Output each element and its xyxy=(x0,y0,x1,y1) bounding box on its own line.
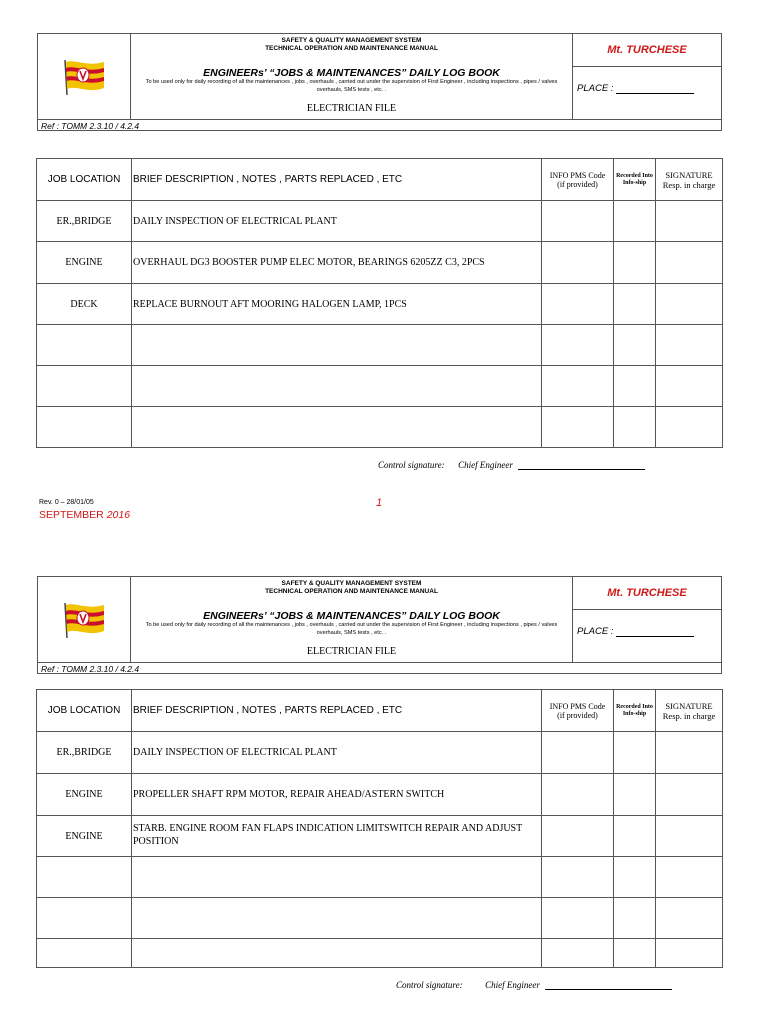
company-flag-logo xyxy=(62,601,106,639)
log-header xyxy=(37,576,722,674)
table-row xyxy=(37,857,723,898)
row-signature[interactable] xyxy=(656,242,723,284)
row-signature[interactable] xyxy=(656,774,723,816)
page-number: 1 xyxy=(376,497,383,509)
row-description xyxy=(132,939,542,968)
row-signature[interactable] xyxy=(656,857,723,898)
row-recorded[interactable] xyxy=(614,407,656,448)
row-recorded[interactable] xyxy=(614,857,656,898)
vessel-cell xyxy=(573,34,721,119)
chief-engineer-signature-blank[interactable] xyxy=(545,982,672,990)
control-signature-line xyxy=(378,460,645,470)
row-info-pms[interactable] xyxy=(542,325,614,366)
row-info-pms[interactable] xyxy=(542,857,614,898)
row-location: ENGINE xyxy=(37,816,132,857)
row-signature[interactable] xyxy=(656,816,723,857)
control-signature-label: Control signature: xyxy=(396,980,463,990)
row-signature[interactable] xyxy=(656,898,723,939)
row-description xyxy=(132,325,542,366)
table-row xyxy=(37,366,723,407)
row-signature[interactable] xyxy=(656,407,723,448)
col-recorded: Recorded Into Info-ship xyxy=(614,159,656,201)
book-title: ENGINEERs’ “JOBS & MAINTENANCES” DAILY LOG BOOK xyxy=(203,610,500,622)
log-header xyxy=(37,33,722,131)
chief-engineer-signature-blank[interactable] xyxy=(518,462,645,470)
row-info-pms[interactable] xyxy=(542,407,614,448)
row-location xyxy=(37,898,132,939)
row-location xyxy=(37,407,132,448)
reference-row: Ref : TOMM 2.3.10 / 4.2.4 xyxy=(38,119,721,130)
table-row xyxy=(37,732,723,774)
manual-title: TECHNICAL OPERATION AND MAINTENANCE MANUAL xyxy=(265,588,438,595)
manual-title: TECHNICAL OPERATION AND MAINTENANCE MANUAL xyxy=(265,45,438,52)
system-title: SAFETY & QUALITY MANAGEMENT SYSTEM xyxy=(281,37,422,44)
usage-note: To be used only for daily recording of all the maintenances , jobs , overhauls , carried out under the supervision of First Engineer , including inspections , pipes / valves overhauls, SMS tests , etc. . xyxy=(145,79,558,93)
control-signature-label: Control signature: xyxy=(378,460,445,470)
row-description xyxy=(132,857,542,898)
control-signature-line xyxy=(396,980,672,990)
chief-engineer-label: Chief Engineer xyxy=(458,460,513,470)
row-description: OVERHAUL DG3 BOOSTER PUMP ELEC MOTOR, BEARINGS 6205ZZ C3, 2PCS xyxy=(132,242,542,284)
reference-row: Ref : TOMM 2.3.10 / 4.2.4 xyxy=(38,662,721,673)
table-row xyxy=(37,939,723,968)
row-description: DAILY INSPECTION OF ELECTRICAL PLANT xyxy=(132,732,542,774)
row-info-pms[interactable] xyxy=(542,816,614,857)
chief-engineer-label: Chief Engineer xyxy=(485,980,540,990)
file-label: ELECTRICIAN FILE xyxy=(306,646,397,657)
place-label: PLACE : xyxy=(577,83,614,94)
place-blank xyxy=(616,85,694,94)
col-description: BRIEF DESCRIPTION , NOTES , PARTS REPLACED , ETC xyxy=(132,690,542,732)
table-row xyxy=(37,284,723,325)
job-log-table xyxy=(36,689,723,968)
title-cell xyxy=(131,577,573,662)
row-info-pms[interactable] xyxy=(542,774,614,816)
row-recorded[interactable] xyxy=(614,325,656,366)
row-recorded[interactable] xyxy=(614,898,656,939)
row-location: DECK xyxy=(37,284,132,325)
row-signature[interactable] xyxy=(656,201,723,242)
table-row xyxy=(37,898,723,939)
place-field xyxy=(573,67,721,94)
row-location: ENGINE xyxy=(37,774,132,816)
row-location: ER.,BRIDGE xyxy=(37,201,132,242)
row-recorded[interactable] xyxy=(614,366,656,407)
row-recorded[interactable] xyxy=(614,816,656,857)
row-description: REPLACE BURNOUT AFT MOORING HALOGEN LAMP, 1PCS xyxy=(132,284,542,325)
row-description: PROPELLER SHAFT RPM MOTOR, REPAIR AHEAD/ASTERN SWITCH xyxy=(132,774,542,816)
job-log-table xyxy=(36,158,723,448)
place-blank xyxy=(616,628,694,637)
row-description: DAILY INSPECTION OF ELECTRICAL PLANT xyxy=(132,201,542,242)
ship-name: Mt. TURCHESE xyxy=(573,34,721,67)
table-row xyxy=(37,201,723,242)
system-title: SAFETY & QUALITY MANAGEMENT SYSTEM xyxy=(281,580,422,587)
row-recorded[interactable] xyxy=(614,732,656,774)
row-location xyxy=(37,857,132,898)
issue-date xyxy=(39,509,130,521)
row-description: STARB. ENGINE ROOM FAN FLAPS INDICATION LIMITSWITCH REPAIR AND ADJUST POSITION xyxy=(132,816,542,857)
row-info-pms[interactable] xyxy=(542,284,614,325)
table-header-row xyxy=(37,690,723,732)
logo-cell xyxy=(38,34,131,119)
table-row xyxy=(37,242,723,284)
title-cell xyxy=(131,34,573,119)
table-row xyxy=(37,816,723,857)
place-field xyxy=(573,610,721,637)
file-label: ELECTRICIAN FILE xyxy=(306,103,397,114)
row-signature[interactable] xyxy=(656,284,723,325)
row-signature[interactable] xyxy=(656,366,723,407)
vessel-cell xyxy=(573,577,721,662)
row-info-pms[interactable] xyxy=(542,366,614,407)
col-description: BRIEF DESCRIPTION , NOTES , PARTS REPLACED , ETC xyxy=(132,159,542,201)
logo-cell xyxy=(38,577,131,662)
ship-name: Mt. TURCHESE xyxy=(573,577,721,610)
row-signature[interactable] xyxy=(656,732,723,774)
table-header-row xyxy=(37,159,723,201)
book-title: ENGINEERs’ “JOBS & MAINTENANCES” DAILY LOG BOOK xyxy=(203,67,500,79)
row-location xyxy=(37,366,132,407)
issue-month: SEPTEMBER xyxy=(39,509,104,521)
row-recorded[interactable] xyxy=(614,201,656,242)
row-recorded[interactable] xyxy=(614,242,656,284)
row-recorded[interactable] xyxy=(614,774,656,816)
usage-note: To be used only for daily recording of all the maintenances , jobs , overhauls , carried out under the supervision of First Engineer , including inspections , pipes / valves overhauls, SMS tests , etc. . xyxy=(145,622,558,636)
row-info-pms[interactable] xyxy=(542,201,614,242)
company-flag-logo xyxy=(62,58,106,96)
row-signature[interactable] xyxy=(656,939,723,968)
col-signature: SIGNATURE Resp. in charge xyxy=(656,690,723,732)
row-info-pms[interactable] xyxy=(542,242,614,284)
row-location xyxy=(37,939,132,968)
table-row xyxy=(37,325,723,366)
col-job-location: JOB LOCATION xyxy=(37,690,132,732)
col-job-location: JOB LOCATION xyxy=(37,159,132,201)
row-description xyxy=(132,366,542,407)
table-row xyxy=(37,774,723,816)
table-row xyxy=(37,407,723,448)
row-info-pms[interactable] xyxy=(542,732,614,774)
row-signature[interactable] xyxy=(656,325,723,366)
place-label: PLACE : xyxy=(577,626,614,637)
issue-year: 2016 xyxy=(106,509,131,521)
row-info-pms[interactable] xyxy=(542,939,614,968)
col-info-pms: INFO PMS Code (if provided) xyxy=(542,690,614,732)
row-location: ENGINE xyxy=(37,242,132,284)
row-location xyxy=(37,325,132,366)
col-info-pms: INFO PMS Code (if provided) xyxy=(542,159,614,201)
row-info-pms[interactable] xyxy=(542,898,614,939)
col-signature: SIGNATURE Resp. in charge xyxy=(656,159,723,201)
revision-label: Rev. 0 – 28/01/05 xyxy=(39,499,94,506)
row-recorded[interactable] xyxy=(614,939,656,968)
col-recorded: Recorded Into Info-ship xyxy=(614,690,656,732)
row-description xyxy=(132,407,542,448)
row-description xyxy=(132,898,542,939)
row-recorded[interactable] xyxy=(614,284,656,325)
row-location: ER.,BRIDGE xyxy=(37,732,132,774)
